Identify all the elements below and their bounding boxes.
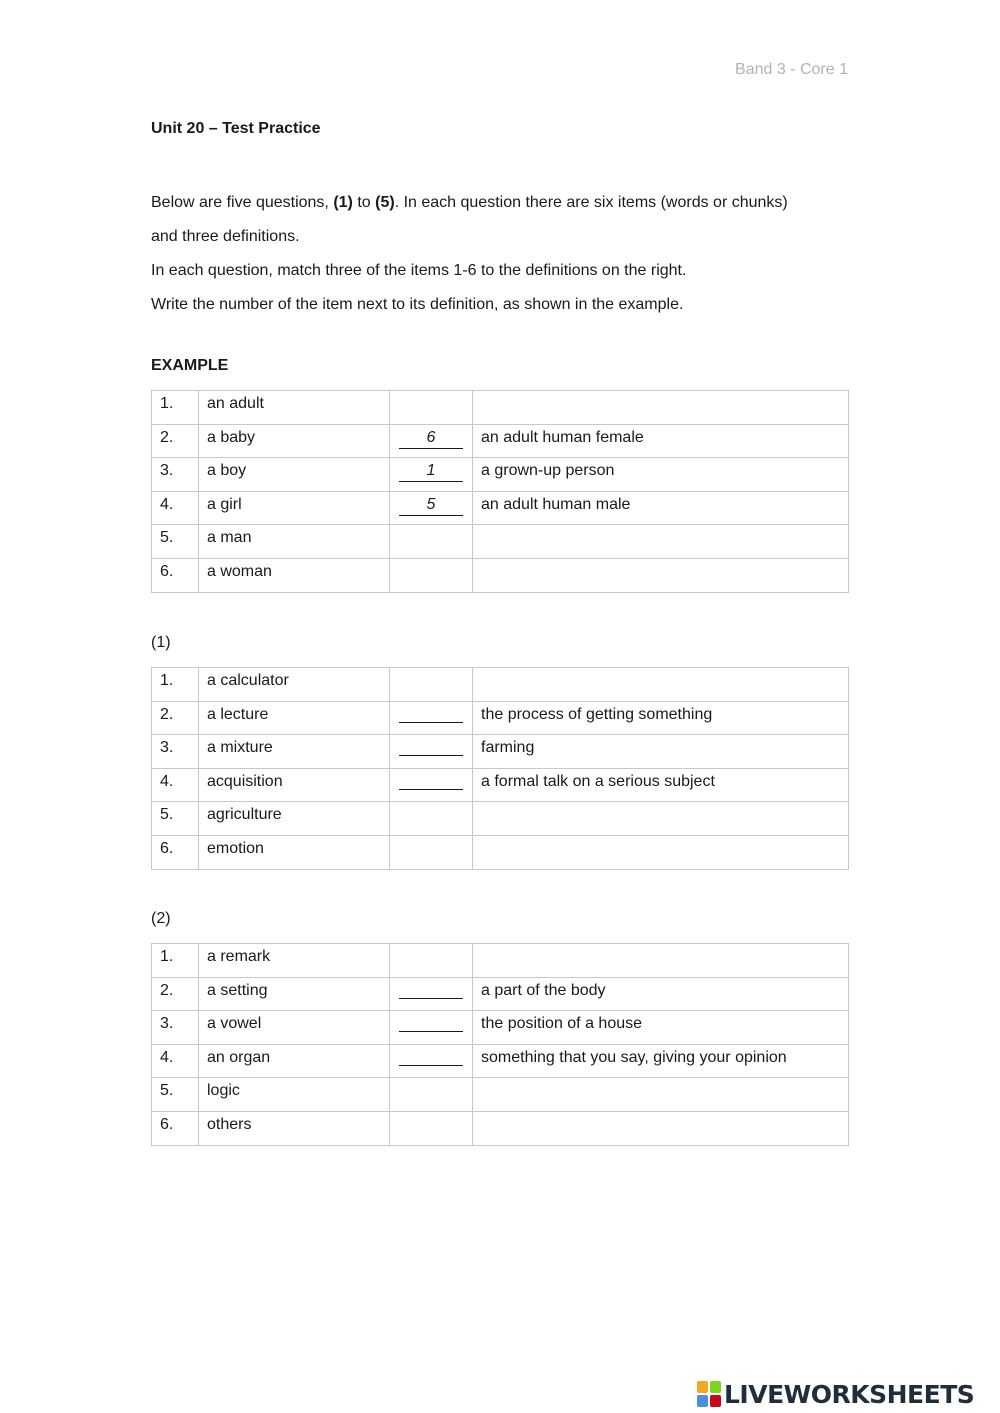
- item-number: 5.: [152, 802, 199, 836]
- answer-blank[interactable]: [399, 978, 463, 999]
- table-row: [152, 1011, 849, 1045]
- answer-cell: [390, 802, 473, 836]
- definition-text: farming: [473, 735, 849, 769]
- definition-text: [473, 944, 849, 978]
- logo-text: LIVEWORKSHEETS: [724, 1379, 975, 1409]
- answer-cell: [390, 525, 473, 559]
- answer-cell: [390, 1011, 473, 1045]
- item-text: a setting: [199, 977, 390, 1011]
- item-number: 6.: [152, 558, 199, 592]
- definition-text: an adult human male: [473, 491, 849, 525]
- example-table: [151, 390, 849, 593]
- definition-text: [473, 525, 849, 559]
- logo-square: [697, 1395, 708, 1407]
- question-1-table: [151, 667, 849, 870]
- answer-blank[interactable]: [399, 1011, 463, 1032]
- answer-cell: [390, 701, 473, 735]
- answer-cell: [390, 1044, 473, 1078]
- definition-text: an adult human female: [473, 424, 849, 458]
- answer-cell: [390, 458, 473, 492]
- instruction-line-4: Write the number of the item next to its definition, as shown in the example.: [151, 296, 684, 313]
- answer-cell: [390, 977, 473, 1011]
- table-row: [152, 458, 849, 492]
- definition-text: a formal talk on a serious subject: [473, 768, 849, 802]
- table-row: [152, 1044, 849, 1078]
- item-text: a boy: [199, 458, 390, 492]
- definition-text: [473, 558, 849, 592]
- item-number: 2.: [152, 424, 199, 458]
- item-text: a woman: [199, 558, 390, 592]
- answer-cell: [390, 1111, 473, 1145]
- item-text: acquisition: [199, 768, 390, 802]
- table-row: [152, 735, 849, 769]
- item-text: a man: [199, 525, 390, 559]
- liveworksheets-logo: [697, 1378, 974, 1410]
- answer-blank[interactable]: 5: [399, 495, 463, 516]
- answer-blank[interactable]: 6: [399, 428, 463, 449]
- answer-blank[interactable]: [399, 1045, 463, 1066]
- answer-cell: [390, 944, 473, 978]
- item-number: 4.: [152, 768, 199, 802]
- item-number: 1.: [152, 944, 199, 978]
- table-row: [152, 558, 849, 592]
- logo-icon: [697, 1381, 721, 1407]
- question-2-label: (2): [151, 910, 171, 927]
- item-text: a lecture: [199, 701, 390, 735]
- item-text: a girl: [199, 491, 390, 525]
- item-text: agriculture: [199, 802, 390, 836]
- table-row: [152, 1111, 849, 1145]
- item-text: a remark: [199, 944, 390, 978]
- definition-text: [473, 391, 849, 425]
- answer-blank[interactable]: [399, 702, 463, 723]
- definition-text: the position of a house: [473, 1011, 849, 1045]
- definition-text: [473, 1078, 849, 1112]
- table-row: [152, 391, 849, 425]
- table-row: [152, 802, 849, 836]
- table-row: [152, 835, 849, 869]
- table-row: [152, 977, 849, 1011]
- band-label: Band 3 - Core 1: [735, 61, 848, 78]
- instruction-line-3: In each question, match three of the items 1-6 to the definitions on the right.: [151, 262, 687, 279]
- answer-blank[interactable]: [399, 769, 463, 790]
- logo-square: [710, 1395, 721, 1407]
- instruction-line-2: and three definitions.: [151, 228, 300, 245]
- item-text: others: [199, 1111, 390, 1145]
- table-row: [152, 424, 849, 458]
- item-text: an organ: [199, 1044, 390, 1078]
- definition-text: [473, 1111, 849, 1145]
- answer-blank[interactable]: [399, 735, 463, 756]
- logo-square: [710, 1381, 721, 1393]
- item-text: an adult: [199, 391, 390, 425]
- question-1-label: (1): [151, 634, 171, 651]
- answer-cell: [390, 1078, 473, 1112]
- item-number: 2.: [152, 977, 199, 1011]
- table-row: [152, 668, 849, 702]
- table-row: [152, 491, 849, 525]
- item-text: a mixture: [199, 735, 390, 769]
- item-number: 5.: [152, 525, 199, 559]
- item-number: 6.: [152, 835, 199, 869]
- item-number: 3.: [152, 1011, 199, 1045]
- answer-cell: [390, 391, 473, 425]
- item-number: 3.: [152, 735, 199, 769]
- item-number: 6.: [152, 1111, 199, 1145]
- item-number: 4.: [152, 491, 199, 525]
- table-row: [152, 1078, 849, 1112]
- definition-text: the process of getting something: [473, 701, 849, 735]
- answer-cell: [390, 491, 473, 525]
- definition-text: [473, 668, 849, 702]
- item-number: 2.: [152, 701, 199, 735]
- item-text: logic: [199, 1078, 390, 1112]
- page-title: Unit 20 – Test Practice: [151, 120, 321, 137]
- item-number: 1.: [152, 668, 199, 702]
- item-text: a vowel: [199, 1011, 390, 1045]
- answer-cell: [390, 424, 473, 458]
- definition-text: [473, 835, 849, 869]
- table-row: [152, 701, 849, 735]
- table-row: [152, 944, 849, 978]
- item-number: 4.: [152, 1044, 199, 1078]
- instruction-line-1: Below are five questions, (1) to (5). In each question there are six items (words or chunks): [151, 194, 788, 211]
- question-2-table: [151, 943, 849, 1146]
- item-text: a baby: [199, 424, 390, 458]
- item-number: 1.: [152, 391, 199, 425]
- answer-cell: [390, 735, 473, 769]
- item-number: 5.: [152, 1078, 199, 1112]
- answer-cell: [390, 768, 473, 802]
- item-number: 3.: [152, 458, 199, 492]
- instructions: [151, 186, 851, 322]
- table-row: [152, 525, 849, 559]
- table-row: [152, 768, 849, 802]
- answer-blank[interactable]: 1: [399, 461, 463, 482]
- definition-text: a grown-up person: [473, 458, 849, 492]
- definition-text: [473, 802, 849, 836]
- answer-cell: [390, 558, 473, 592]
- definition-text: something that you say, giving your opinion: [473, 1044, 849, 1078]
- answer-cell: [390, 668, 473, 702]
- answer-cell: [390, 835, 473, 869]
- logo-square: [697, 1381, 708, 1393]
- example-label: EXAMPLE: [151, 357, 229, 374]
- item-text: emotion: [199, 835, 390, 869]
- definition-text: a part of the body: [473, 977, 849, 1011]
- item-text: a calculator: [199, 668, 390, 702]
